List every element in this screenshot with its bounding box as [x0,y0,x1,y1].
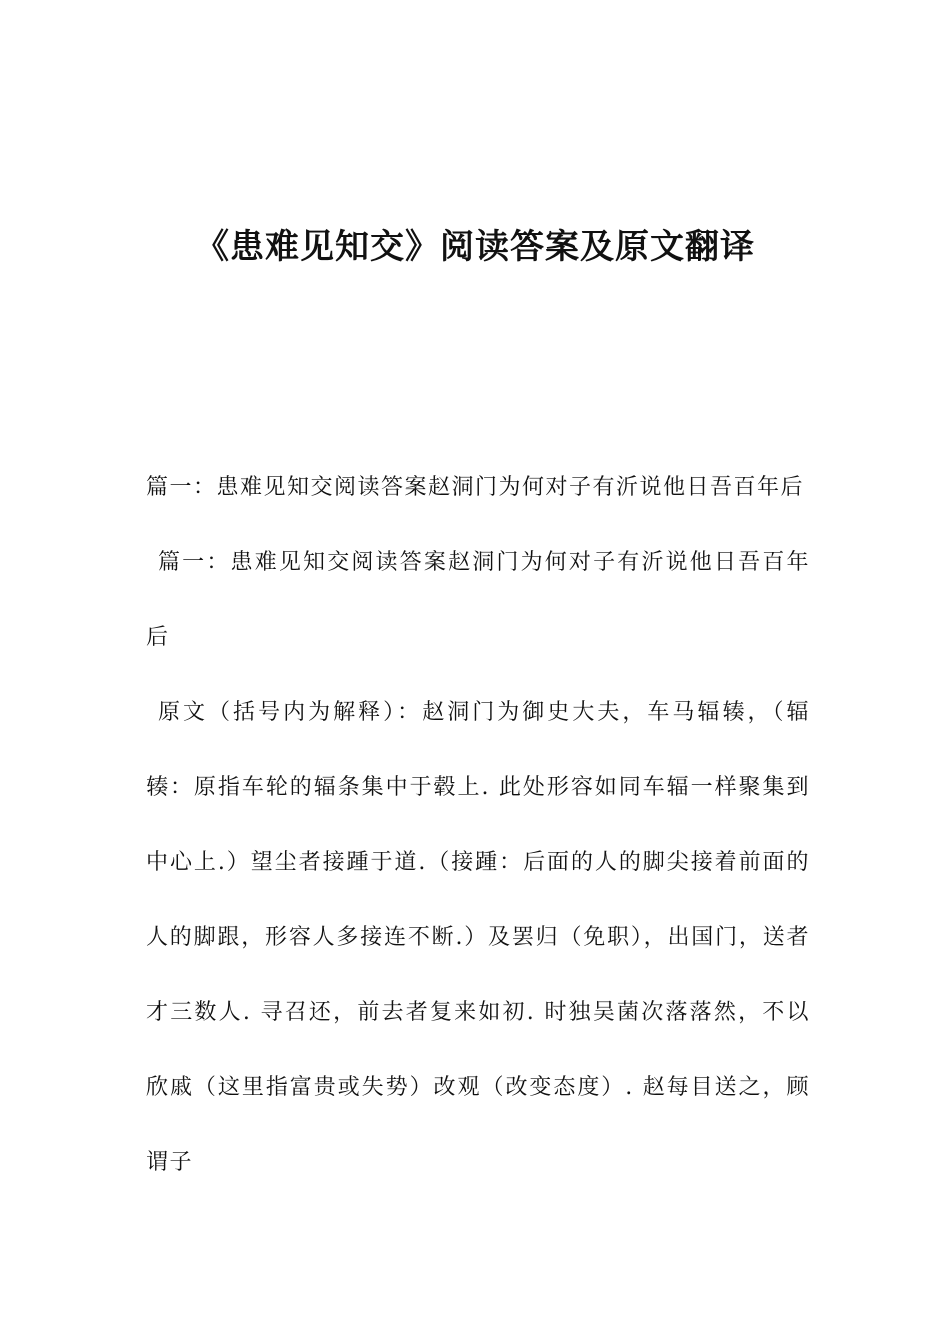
document-title: 《患难见知交》阅读答案及原文翻译 [195,227,755,267]
paragraph-2: 篇一：患难见知交阅读答案赵洞门为何对子有沂说他日吾百年后 [146,550,810,650]
paragraph-3: 原文（括号内为解释）：赵洞门为御史大夫，车马辐辏，（辐辏：原指车轮的辐条集中于毂上. 此处形容如同车辐一样聚集到中心上.）望尘者接踵于道.（接踵：后面的人的脚尖接着前面的人的脚跟，形容人多接连不断.）及罢归（免职），出国门，送者才三数人. 寻召还，前去者复来如初. 时独吴菌次落落然，不以欣戚（这里指富贵或失势）改观（改变态度）. 赵每目送之，顾谓子 [146,700,810,1175]
paragraph-1: 篇一：患难见知交阅读答案赵洞门为何对子有沂说他日吾百年后 [146,475,805,500]
document-body [146,450,810,1200]
